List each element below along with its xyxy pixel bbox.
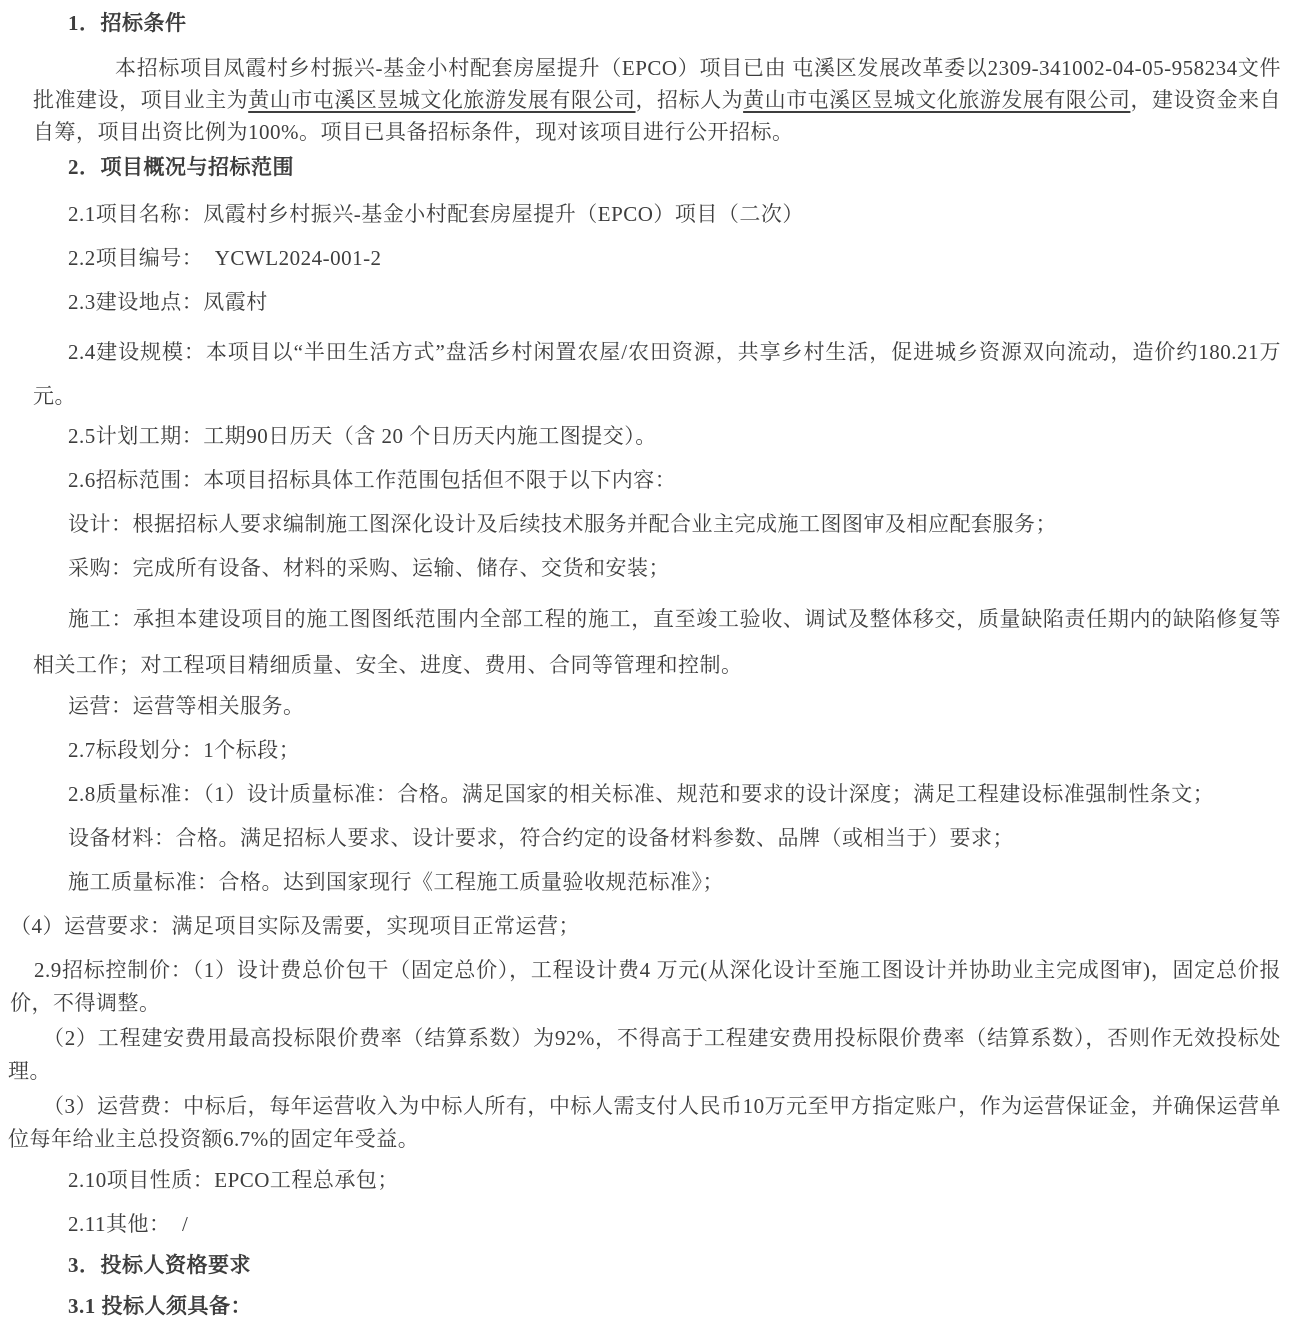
para-construction-quality: 施工质量标准：合格。达到国家现行《工程施工质量验收规范标准》； — [68, 870, 724, 894]
para-tender-scope: 2.6招标范围：本项目招标具体工作范围包括但不限于以下内容： — [68, 468, 677, 492]
para-project-name: 2.1项目名称：凤霞村乡村振兴-基金小村配套房屋提升（EPCO）项目（二次） — [68, 202, 804, 226]
para-construction-cost-rate: （2）工程建安费用最高投标限价费率（结算系数）为92%，不得高于工程建安费用投标限价费率（结算系数），否则作无效投标处理。 — [8, 1026, 1281, 1083]
para-project-nature: 2.10项目性质：EPCO工程总承包； — [68, 1168, 399, 1192]
intro-paragraph — [33, 52, 1293, 148]
tender-document — [0, 8, 1311, 1322]
para-operation-fee: （3）运营费：中标后，每年运营收入为中标人所有，中标人需支付人民币10万元至甲方指定账户，作为运营保证金，并确保运营单位每年给业主总投资额6.7%的固定年受益。 — [8, 1094, 1281, 1151]
para-project-number: 2.2项目编号： YCWL2024-001-2 — [68, 246, 382, 270]
intro-text-2: ，招标人为 — [635, 88, 744, 112]
tenderee-company-name: 黄山市屯溪区昱城文化旅游发展有限公司 — [743, 88, 1131, 112]
para-construction-scale: 2.4建设规模：本项目以“半田生活方式”盘活乡村闲置农屋/农田资源，共享乡村生活，促进城乡资源双向流动，造价约180.21万元。 — [33, 340, 1281, 408]
para-scope-operation: 运营：运营等相关服务。 — [68, 694, 305, 718]
para-construction-location: 2.3建设地点：凤霞村 — [68, 290, 268, 314]
owner-company-name: 黄山市屯溪区昱城文化旅游发展有限公司 — [248, 88, 636, 112]
para-scope-design: 设计：根据招标人要求编制施工图深化设计及后续技术服务并配合业主完成施工图图审及相应配套服务； — [68, 512, 1057, 536]
para-control-price: 2.9招标控制价：（1）设计费总价包干（固定总价），工程设计费4 万元(从深化设计至施工图设计并协助业主完成图审)，固定总价报价，不得调整。 — [10, 958, 1281, 1015]
para-bidder-requirement: 3.1 投标人须具备： — [68, 1294, 252, 1318]
intro-text-1: 本招标项目凤霞村乡村振兴-基金小村配套房屋提升（EPCO）项目已由 屯溪区发展改革委以2309-341002-04-05-958234文件 批准建设，项目业主为 — [33, 56, 1293, 112]
para-scope-procurement: 采购：完成所有设备、材料的采购、运输、储存、交货和安装； — [68, 556, 670, 580]
para-operation-requirement: （4）运营要求：满足项目实际及需要，实现项目正常运营； — [10, 914, 580, 938]
para-other: 2.11其他： / — [68, 1212, 189, 1236]
para-planned-duration: 2.5计划工期：工期90日历天（含 20 个日历天内施工图提交）。 — [68, 424, 657, 448]
intro-text-3: ，建设资金来自自筹，项目出资比例为100%。项目已具备招标条件，现对该项目进行公开招标。 — [33, 88, 1282, 144]
para-equipment-materials: 设备材料：合格。满足招标人要求、设计要求，符合约定的设备材料参数、品牌（或相当于）要求； — [68, 826, 1014, 850]
section-2-heading: 2．项目概况与招标范围 — [68, 155, 294, 179]
para-quality-standard: 2.8质量标准：（1）设计质量标准：合格。满足国家的相关标准、规范和要求的设计深度；满足工程建设标准强制性条文； — [68, 782, 1215, 806]
section-1-heading: 1．招标条件 — [68, 11, 187, 35]
para-lot-division: 2.7标段划分：1个标段； — [68, 738, 301, 762]
para-scope-construction: 施工：承担本建设项目的施工图图纸范围内全部工程的施工，直至竣工验收、调试及整体移交，质量缺陷责任期内的缺陷修复等相关工作；对工程项目精细质量、安全、进度、费用、合同等管理和控制。 — [33, 607, 1281, 677]
section-3-heading: 3．投标人资格要求 — [68, 1253, 251, 1277]
